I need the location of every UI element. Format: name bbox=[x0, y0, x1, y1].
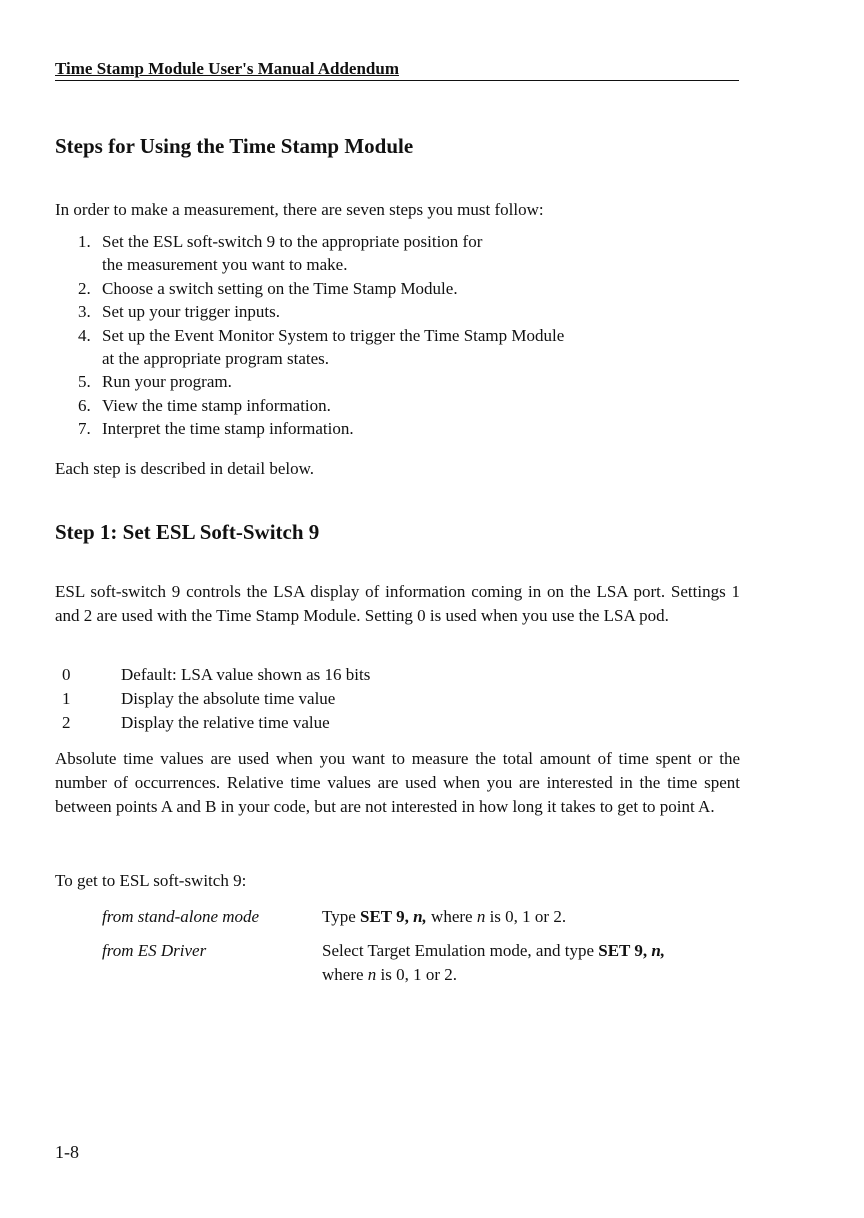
list-item: 0 Default: LSA value shown as 16 bits bbox=[62, 665, 371, 684]
access-action: Type SET 9, n, where n is 0, 1 or 2. bbox=[322, 907, 567, 926]
steps-list bbox=[78, 230, 698, 441]
list-item: 2. Choose a switch setting on the Time Stamp Module. bbox=[78, 278, 458, 298]
access-context: from ES Driver bbox=[102, 941, 207, 960]
running-header bbox=[55, 59, 739, 81]
section-heading: Steps for Using the Time Stamp Module bbox=[55, 134, 414, 158]
access-row-standalone bbox=[102, 905, 742, 929]
access-context: from stand-alone mode bbox=[102, 907, 260, 926]
list-item: 3. Set up your trigger inputs. bbox=[78, 302, 281, 322]
list-item: 1. Set the ESL soft-switch 9 to the appropriate position for the measurement you want to make. bbox=[78, 232, 483, 275]
outro-paragraph: Each step is described in detail below. bbox=[55, 459, 315, 478]
step1-paragraph: ESL soft-switch 9 controls the LSA display of information coming in on the LSA port. Settings 1 and 2 are used with the Time Stamp Module. Setting 0 is used when you use the LSA pod. bbox=[55, 582, 740, 625]
list-item: 2 Display the relative time value bbox=[62, 713, 330, 732]
page-number: 1-8 bbox=[55, 1142, 79, 1162]
settings-list bbox=[62, 663, 370, 735]
list-item: 4. Set up the Event Monitor System to trigger the Time Stamp Module at the appropriate program states. bbox=[78, 325, 565, 369]
access-row-es-driver bbox=[102, 939, 742, 987]
explanation-paragraph: Absolute time values are used when you want to measure the total amount of time spent or the number of occurrences. Relative time values are used when you are interested in the time spent between points A and B in your code, but are not interested in how long it takes to get to point A. bbox=[55, 749, 740, 816]
list-item: 5. Run your program. bbox=[78, 372, 232, 392]
list-item: 6. View the time stamp information. bbox=[78, 395, 331, 415]
list-item: 7. Interpret the time stamp information. bbox=[78, 419, 354, 439]
list-item: 1 Display the absolute time value bbox=[62, 689, 336, 708]
access-intro: To get to ESL soft-switch 9: bbox=[55, 871, 247, 890]
intro-paragraph: In order to make a measurement, there are seven steps you must follow: bbox=[55, 200, 544, 219]
access-action: Select Target Emulation mode, and type SET 9, n, where n is 0, 1 or 2. bbox=[322, 941, 666, 984]
running-header-title: Time Stamp Module User's Manual Addendum bbox=[55, 59, 399, 78]
step1-heading: Step 1: Set ESL Soft-Switch 9 bbox=[55, 520, 320, 544]
